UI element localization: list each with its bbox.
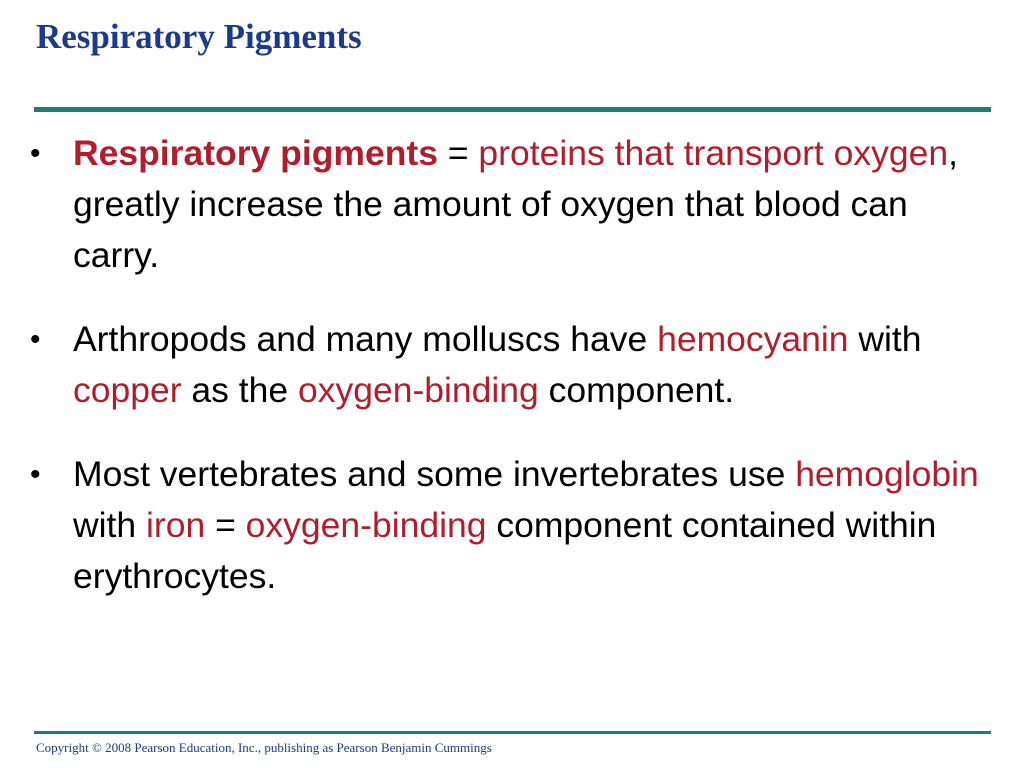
bullet-text-segment: component. [538, 370, 735, 410]
bullet-text-segment: hemocyanin [657, 319, 849, 359]
title-divider [34, 107, 991, 112]
bullet-item [30, 449, 980, 602]
bullet-text-segment: with [848, 319, 922, 359]
slide-title: Respiratory Pigments [36, 17, 362, 56]
bullet-text-segment: oxygen-binding [245, 505, 487, 545]
bullet-text-segment: as the [181, 370, 298, 410]
bullet-text-segment: Respiratory pigments [73, 133, 438, 173]
bullet-text-segment: iron [146, 505, 206, 545]
bullet-icon: • [30, 458, 41, 491]
bullet-text-segment: = [437, 133, 479, 173]
bullet-text-segment: proteins that transport oxygen [478, 133, 949, 173]
bullet-item [30, 314, 980, 416]
bullet-text-segment: = [205, 505, 246, 545]
copyright-notice: Copyright © 2008 Pearson Education, Inc., publishing as Pearson Benjamin Cummings [36, 740, 492, 755]
bullet-item [30, 128, 980, 281]
bullet-text-segment: component contained within erythrocytes. [73, 505, 937, 596]
bullet-text-segment: hemoglobin [795, 454, 979, 494]
bullet-list [30, 128, 980, 635]
bullet-icon: • [30, 323, 41, 356]
footer-divider [34, 731, 991, 734]
bullet-text-segment: Most vertebrates and some invertebrates use [73, 454, 796, 494]
bullet-icon: • [30, 137, 41, 170]
bullet-text-segment: oxygen-binding [297, 370, 539, 410]
bullet-text-segment: Arthropods and many molluscs have [73, 319, 658, 359]
bullet-text-segment: , greatly increase the amount of oxygen that blood can carry. [73, 133, 958, 275]
bullet-text-segment: with [73, 505, 146, 545]
bullet-text-segment: copper [73, 370, 182, 410]
